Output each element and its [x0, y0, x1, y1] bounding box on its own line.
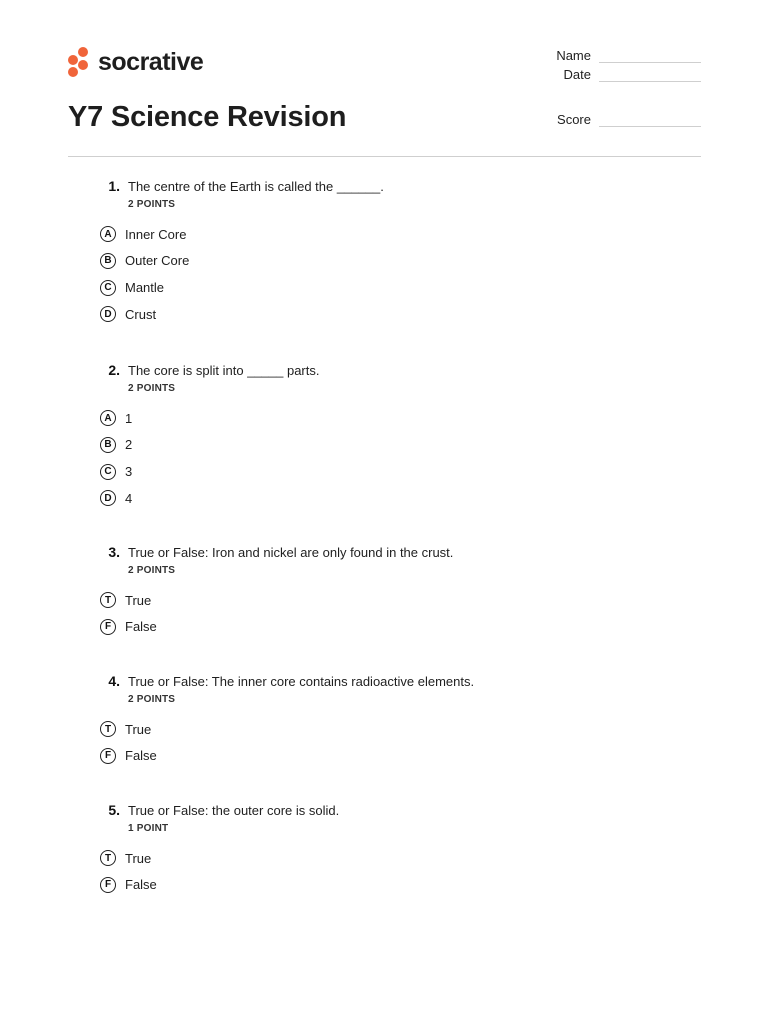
choice-true[interactable]	[100, 848, 680, 868]
question-text: True or False: the outer core is solid.	[128, 803, 340, 818]
choice-text: 3	[125, 464, 133, 480]
choice-letter-circle[interactable]: F	[100, 619, 116, 635]
choice-d[interactable]	[100, 488, 680, 508]
choice-c[interactable]	[100, 462, 680, 482]
choice-letter-circle[interactable]: B	[100, 437, 116, 453]
question-text: The centre of the Earth is called the ______.	[128, 179, 384, 194]
choice-letter-circle[interactable]: T	[100, 721, 116, 737]
choice-letter-circle[interactable]: C	[100, 464, 116, 480]
choice-letter-circle[interactable]: T	[100, 850, 116, 866]
choice-text: Mantle	[125, 280, 165, 296]
choice-c[interactable]	[100, 278, 680, 298]
choice-text: False	[125, 877, 157, 893]
choice-text: 4	[125, 490, 133, 506]
choice-text: False	[125, 619, 157, 635]
choice-false[interactable]	[100, 746, 680, 766]
choice-letter-circle[interactable]: A	[100, 226, 116, 242]
choice-a[interactable]	[100, 408, 680, 428]
date-label: Date	[563, 67, 591, 82]
choice-letter-circle[interactable]: A	[100, 410, 116, 426]
question-number: 1.	[108, 178, 120, 194]
choice-text: Inner Core	[125, 226, 187, 242]
question-text: The core is split into _____ parts.	[128, 363, 320, 378]
name-label: Name	[556, 48, 591, 63]
question-2	[100, 362, 680, 515]
choice-letter-circle[interactable]: C	[100, 280, 116, 296]
question-number: 3.	[108, 544, 120, 560]
socrative-logo	[68, 46, 203, 78]
question-points: 2 POINTS	[128, 383, 176, 394]
choice-text: True	[125, 850, 152, 866]
choice-text: 2	[125, 437, 133, 453]
choice-a[interactable]	[100, 224, 680, 244]
question-1	[100, 178, 680, 331]
question-5	[100, 802, 680, 902]
choice-letter-circle[interactable]: F	[100, 748, 116, 764]
question-number: 2.	[108, 362, 120, 378]
question-3	[100, 544, 680, 644]
header-divider	[68, 156, 701, 157]
choice-false[interactable]	[100, 875, 680, 895]
question-text: True or False: The inner core contains radioactive elements.	[128, 674, 475, 689]
choice-b[interactable]	[100, 251, 680, 271]
name-field	[531, 48, 701, 63]
choice-text: 1	[125, 410, 133, 426]
brand-name: socrative	[98, 48, 204, 76]
question-number: 5.	[108, 802, 120, 818]
choice-text: Crust	[125, 306, 157, 322]
question-number: 4.	[108, 673, 120, 689]
date-line[interactable]	[599, 71, 701, 82]
question-points: 2 POINTS	[128, 565, 176, 576]
choice-letter-circle[interactable]: D	[100, 306, 116, 322]
question-text: True or False: Iron and nickel are only found in the crust.	[128, 545, 454, 560]
choice-text: True	[125, 592, 152, 608]
choice-true[interactable]	[100, 590, 680, 610]
score-label: Score	[557, 112, 591, 127]
choice-text: True	[125, 721, 152, 737]
score-line[interactable]	[599, 116, 701, 127]
choice-letter-circle[interactable]: D	[100, 490, 116, 506]
choice-b[interactable]	[100, 435, 680, 455]
date-field	[531, 67, 701, 82]
question-points: 2 POINTS	[128, 694, 176, 705]
question-points: 2 POINTS	[128, 199, 176, 210]
page-title: Y7 Science Revision	[68, 101, 347, 133]
choice-true[interactable]	[100, 719, 680, 739]
choice-false[interactable]	[100, 617, 680, 637]
question-points: 1 POINT	[128, 823, 169, 834]
choice-text: False	[125, 748, 157, 764]
choice-letter-circle[interactable]: T	[100, 592, 116, 608]
choice-letter-circle[interactable]: B	[100, 253, 116, 269]
score-field	[531, 112, 701, 127]
name-line[interactable]	[599, 52, 701, 63]
choice-letter-circle[interactable]: F	[100, 877, 116, 893]
choice-text: Outer Core	[125, 253, 190, 269]
question-4	[100, 673, 680, 773]
choice-d[interactable]	[100, 304, 680, 324]
socrative-logo-icon	[68, 47, 92, 78]
